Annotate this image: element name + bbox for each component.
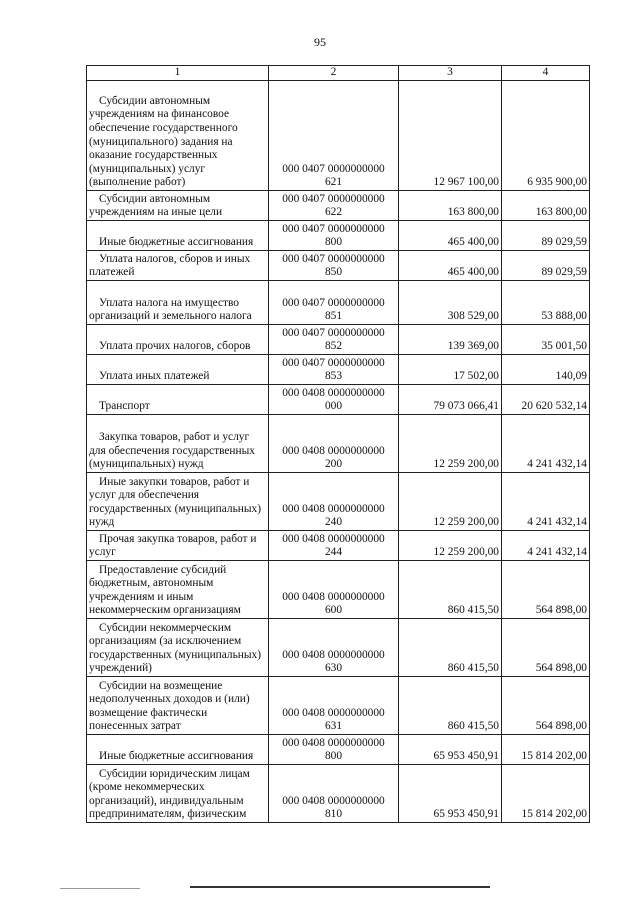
scan-edge-line	[190, 886, 490, 888]
row-code-type: 200	[324, 458, 343, 471]
table-row	[87, 221, 590, 251]
row-code-type: 852	[324, 340, 343, 353]
table-row	[87, 415, 590, 473]
row-name: Иные бюджетные ассигнования	[87, 735, 269, 765]
row-value-col4: 140,09	[502, 355, 590, 385]
table-row	[87, 619, 590, 677]
row-code-main: 000 0408 0000000000	[282, 590, 385, 603]
row-code	[269, 325, 399, 355]
table-row	[87, 473, 590, 531]
row-value-col4: 89 029,59	[502, 221, 590, 251]
row-code	[269, 385, 399, 415]
row-name: Прочая закупка товаров, работ и услуг	[87, 531, 269, 561]
table-row	[87, 281, 590, 325]
row-code-type: 810	[324, 808, 343, 821]
row-code-main: 000 0407 0000000000	[282, 162, 385, 175]
row-code-main: 000 0407 0000000000	[282, 252, 385, 265]
row-value-col3: 860 415,50	[399, 677, 502, 735]
row-code	[269, 531, 399, 561]
row-code-main: 000 0408 0000000000	[282, 532, 385, 545]
table-row	[87, 531, 590, 561]
row-code-type: 800	[324, 236, 343, 249]
row-value-col3: 308 529,00	[399, 281, 502, 325]
row-code	[269, 281, 399, 325]
header-col-3: 3	[399, 66, 502, 81]
row-value-col3: 465 400,00	[399, 251, 502, 281]
row-value-col4: 89 029,59	[502, 251, 590, 281]
row-code-main: 000 0407 0000000000	[282, 326, 385, 339]
row-code-main: 000 0407 0000000000	[282, 222, 385, 235]
row-code-type: 850	[324, 266, 343, 279]
row-name: Уплата налога на имущество организаций и земельного налога	[87, 281, 269, 325]
row-name: Уплата налогов, сборов и иных платежей	[87, 251, 269, 281]
table-row	[87, 81, 590, 191]
table-row	[87, 385, 590, 415]
row-name: Субсидии на возмещение недополученных доходов и (или) возмещение фактически понесенных затрат	[87, 677, 269, 735]
row-code	[269, 355, 399, 385]
row-name: Транспорт	[87, 385, 269, 415]
row-code	[269, 221, 399, 251]
table-row	[87, 355, 590, 385]
page-number: 95	[314, 35, 326, 49]
row-name: Субсидии автономным учреждениям на финансовое обеспечение государственного (муниципального) задания на оказание государственных (муниципальных) услуг (выполнение работ)	[87, 81, 269, 191]
row-name: Иные закупки товаров, работ и услуг для обеспечения государственных (муниципальных) нужд	[87, 473, 269, 531]
row-code	[269, 251, 399, 281]
table-row	[87, 765, 590, 823]
row-value-col3: 12 967 100,00	[399, 81, 502, 191]
row-code-type: 244	[324, 546, 343, 559]
row-value-col4: 4 241 432,14	[502, 473, 590, 531]
row-code-type: 800	[324, 750, 343, 763]
row-name: Уплата прочих налогов, сборов	[87, 325, 269, 355]
row-name: Субсидии некоммерческим организациям (за исключением государственных (муниципальных) учреждений)	[87, 619, 269, 677]
row-name: Закупка товаров, работ и услуг для обеспечения государственных (муниципальных) нужд	[87, 415, 269, 473]
row-value-col4: 15 814 202,00	[502, 735, 590, 765]
row-name: Уплата иных платежей	[87, 355, 269, 385]
row-name: Субсидии автономным учреждениям на иные цели	[87, 191, 269, 221]
scan-edge-line-faint	[60, 888, 140, 889]
row-code-type: 631	[324, 720, 343, 733]
row-value-col3: 12 259 200,00	[399, 473, 502, 531]
row-value-col3: 65 953 450,91	[399, 765, 502, 823]
row-code	[269, 561, 399, 619]
row-code-type: 851	[324, 310, 343, 323]
row-code-main: 000 0408 0000000000	[282, 706, 385, 719]
row-code	[269, 473, 399, 531]
table-row	[87, 677, 590, 735]
row-code-main: 000 0408 0000000000	[282, 386, 385, 399]
header-col-2: 2	[269, 66, 399, 81]
row-value-col3: 12 259 200,00	[399, 415, 502, 473]
row-value-col4: 15 814 202,00	[502, 765, 590, 823]
table-body	[87, 81, 590, 823]
row-code-type: 622	[324, 206, 343, 219]
row-code-type: 000	[324, 400, 343, 413]
row-code	[269, 619, 399, 677]
row-code-type: 600	[324, 604, 343, 617]
row-value-col4: 35 001,50	[502, 325, 590, 355]
row-value-col4: 6 935 900,00	[502, 81, 590, 191]
row-value-col4: 564 898,00	[502, 619, 590, 677]
table-header-row	[87, 66, 590, 81]
row-value-col3: 79 073 066,41	[399, 385, 502, 415]
row-value-col3: 17 502,00	[399, 355, 502, 385]
row-value-col3: 12 259 200,00	[399, 531, 502, 561]
row-code-main: 000 0408 0000000000	[282, 794, 385, 807]
row-code-type: 621	[324, 176, 343, 189]
row-code-main: 000 0407 0000000000	[282, 192, 385, 205]
row-code-main: 000 0408 0000000000	[282, 648, 385, 661]
budget-table	[86, 65, 590, 823]
table-row	[87, 735, 590, 765]
row-value-col4: 4 241 432,14	[502, 531, 590, 561]
row-value-col3: 65 953 450,91	[399, 735, 502, 765]
row-code-main: 000 0408 0000000000	[282, 502, 385, 515]
row-value-col3: 860 415,50	[399, 561, 502, 619]
row-code	[269, 735, 399, 765]
row-code	[269, 765, 399, 823]
row-code-main: 000 0408 0000000000	[282, 444, 385, 457]
row-value-col4: 564 898,00	[502, 677, 590, 735]
row-code-main: 000 0407 0000000000	[282, 296, 385, 309]
row-value-col4: 20 620 532,14	[502, 385, 590, 415]
table-row	[87, 191, 590, 221]
row-code-type: 240	[324, 516, 343, 529]
table-row	[87, 561, 590, 619]
row-value-col3: 860 415,50	[399, 619, 502, 677]
row-name: Субсидии юридическим лицам (кроме некоммерческих организаций), индивидуальным предпринимателям, физическим	[87, 765, 269, 823]
row-code-main: 000 0408 0000000000	[282, 736, 385, 749]
row-value-col4: 53 888,00	[502, 281, 590, 325]
header-col-1: 1	[87, 66, 269, 81]
row-code	[269, 81, 399, 191]
table-row	[87, 325, 590, 355]
row-value-col3: 465 400,00	[399, 221, 502, 251]
row-value-col3: 163 800,00	[399, 191, 502, 221]
row-code-type: 630	[324, 662, 343, 675]
row-code-main: 000 0407 0000000000	[282, 356, 385, 369]
row-code	[269, 415, 399, 473]
row-value-col4: 4 241 432,14	[502, 415, 590, 473]
row-value-col4: 564 898,00	[502, 561, 590, 619]
row-name: Иные бюджетные ассигнования	[87, 221, 269, 251]
row-value-col3: 139 369,00	[399, 325, 502, 355]
row-code	[269, 191, 399, 221]
row-value-col4: 163 800,00	[502, 191, 590, 221]
row-code	[269, 677, 399, 735]
row-code-type: 853	[324, 370, 343, 383]
table-row	[87, 251, 590, 281]
row-name: Предоставление субсидий бюджетным, автономным учреждениям и иным некоммерческим организациям	[87, 561, 269, 619]
header-col-4: 4	[502, 66, 590, 81]
